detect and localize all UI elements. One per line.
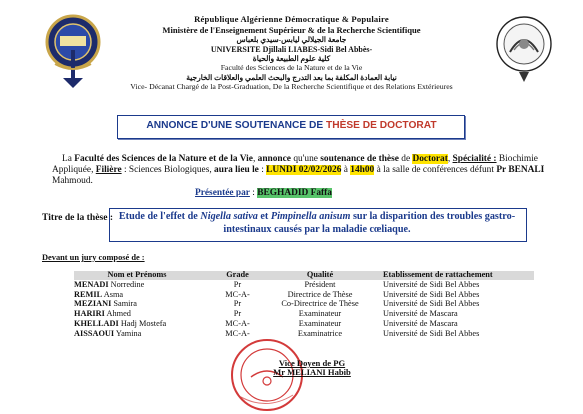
jury-name [74, 309, 210, 319]
jury-last-name: MEZIANI [74, 299, 112, 309]
presented-by-label: Présentée par [195, 188, 250, 198]
announcement-paragraph [52, 154, 548, 187]
jury-institution: Université de Sidi Bel Abbes [383, 279, 480, 289]
para-text: à [341, 165, 351, 175]
university-logo [45, 14, 101, 90]
jury-institution: Université de Sidi Bel Abbes [383, 289, 480, 299]
col-header-institution: Etablissement de rattachement [383, 270, 493, 279]
jury-last-name: KHELLADI [74, 318, 119, 328]
republic-title: République Algérienne Démocratique & Populaire [194, 14, 389, 24]
vice-deanship: Vice- Décanat Chargé de la Post-Graduation, De la Recherche Scientifique et des Relations Extérieures [130, 82, 453, 91]
jury-first-name: Ahmed [106, 309, 131, 319]
para-doctorate: Doctorat [412, 154, 448, 164]
table-row [74, 329, 539, 339]
para-date-label: aura lieu le [214, 165, 259, 175]
table-row [74, 319, 539, 329]
jury-name [74, 280, 210, 290]
table-row [74, 299, 539, 309]
para-venue: à la salle de conférences défunt [374, 165, 494, 175]
presented-by-sep: : [249, 188, 258, 198]
jury-institution: Université de Mascara [383, 309, 458, 319]
signatory-name: Mr MELIANI Habib [273, 367, 351, 377]
para-speciality: Biochimie Appliquée [52, 154, 538, 175]
university-name: UNIVERSITE Djillali LIABES-Sidi Bel Abbès- [210, 45, 373, 54]
para-field: : Sciences Biologiques, [121, 165, 215, 175]
jury-last-name: AISSAOUI [74, 328, 115, 338]
thesis-species-2: Pimpinella anisum [270, 211, 351, 222]
para-text: : [258, 165, 267, 175]
jury-label: Devant un jury composé de : [42, 253, 145, 262]
jury-grade: MC-A- [225, 289, 250, 299]
para-faculty: Faculté des Sciences de la Nature et de la Vie [74, 154, 253, 164]
jury-grade: Pr [233, 309, 242, 319]
thesis-species-1: Nigella sativa [200, 211, 258, 222]
signatory-title: Vice Doyen de PG [278, 358, 346, 368]
jury-first-name: Norredine [110, 279, 145, 289]
jury-last-name: REMIL [74, 289, 103, 299]
jury-role: Examinateur [298, 309, 342, 319]
jury-last-name: MENADI [74, 279, 109, 289]
para-text: La [62, 154, 75, 164]
announcement-part2: THÈSE DE DOCTORAT [326, 120, 437, 131]
para-text: de [398, 154, 413, 164]
para-venue-name: Pr BENALI [496, 165, 545, 175]
para-defense: soutenance de thèse [320, 154, 399, 164]
para-time: 14h00 [350, 165, 375, 175]
para-announce: annonce [257, 154, 291, 164]
para-text: , [252, 154, 258, 164]
jury-last-name: HARIRI [74, 309, 105, 319]
jury-name [74, 319, 210, 329]
jury-institution: Université de Sidi Bel Abbes [383, 328, 480, 338]
para-speciality-label: Spécialité : [452, 154, 497, 164]
vice-deanship-arabic: نيابة العمادة المكلفة بما بعد التدرج والبحث العلمي والعلاقات الخارجية [186, 73, 397, 82]
faculty-logo [494, 14, 554, 84]
jury-institution: Université de Mascara [383, 318, 458, 328]
candidate-name: BEGHADID Faffa [257, 188, 332, 198]
jury-grade: Pr [233, 279, 242, 289]
jury-role: Examinateur [298, 318, 342, 328]
col-header-grade: Grade [226, 270, 249, 279]
jury-first-name: Yamina [115, 328, 142, 338]
para-field-label: Filière [95, 165, 122, 175]
thesis-title-text: sur la disparition des troubles gastro-intestinaux causés par la maladie cœliaque. [223, 211, 516, 235]
presented-by [195, 188, 332, 198]
announcement-title [117, 120, 466, 131]
jury-first-name: Hadj Mostefa [120, 318, 167, 328]
ministry-title: Ministère de l'Enseignement Supérieur & de la Recherche Scientifique [162, 25, 421, 35]
jury-grade: Pr [233, 299, 242, 309]
jury-institution: Université de Sidi Bel Abbes [383, 299, 480, 309]
para-text: , [447, 154, 453, 164]
para-venue-name-end: Mahmoud. [52, 176, 93, 186]
faculty-name-arabic: كلية علوم الطبيعة والحياة [252, 54, 331, 63]
jury-grade: MC-A- [225, 318, 250, 328]
para-text: , [91, 165, 96, 175]
table-row [74, 280, 539, 290]
jury-table [74, 270, 539, 339]
jury-name [74, 329, 210, 339]
para-date: LUNDI 02/02/2026 [266, 165, 342, 175]
jury-first-name: Asma [103, 289, 124, 299]
thesis-title-text: et [257, 211, 271, 222]
faculty-name: Faculté des Sciences de la Nature et de la Vie [220, 63, 363, 72]
announcement-part1: ANNONCE D'UNE SOUTENANCE DE [146, 120, 327, 131]
col-header-name: Nom et Prénoms [107, 270, 167, 279]
thesis-title-label: Titre de la thèse : [42, 212, 114, 223]
table-row [74, 290, 539, 300]
table-header-row [74, 270, 539, 280]
jury-name [74, 299, 210, 309]
jury-name [74, 290, 210, 300]
university-name-arabic: جامعة الجيلالي ليابس-سيدي بلعباس [236, 35, 347, 44]
para-text: qu'une [290, 154, 321, 164]
jury-first-name: Samira [113, 299, 137, 309]
jury-role: Directrice de Thèse [287, 289, 353, 299]
thesis-title [115, 211, 519, 236]
jury-role: Examinatrice [297, 328, 343, 338]
jury-role: Président [304, 279, 336, 289]
thesis-title-text: Etude de l'effet de [118, 211, 201, 222]
col-header-role: Qualité [306, 270, 334, 279]
jury-grade: MC-A- [225, 328, 250, 338]
table-row [74, 309, 539, 319]
jury-role: Co-Directrice de Thèse [281, 299, 359, 309]
